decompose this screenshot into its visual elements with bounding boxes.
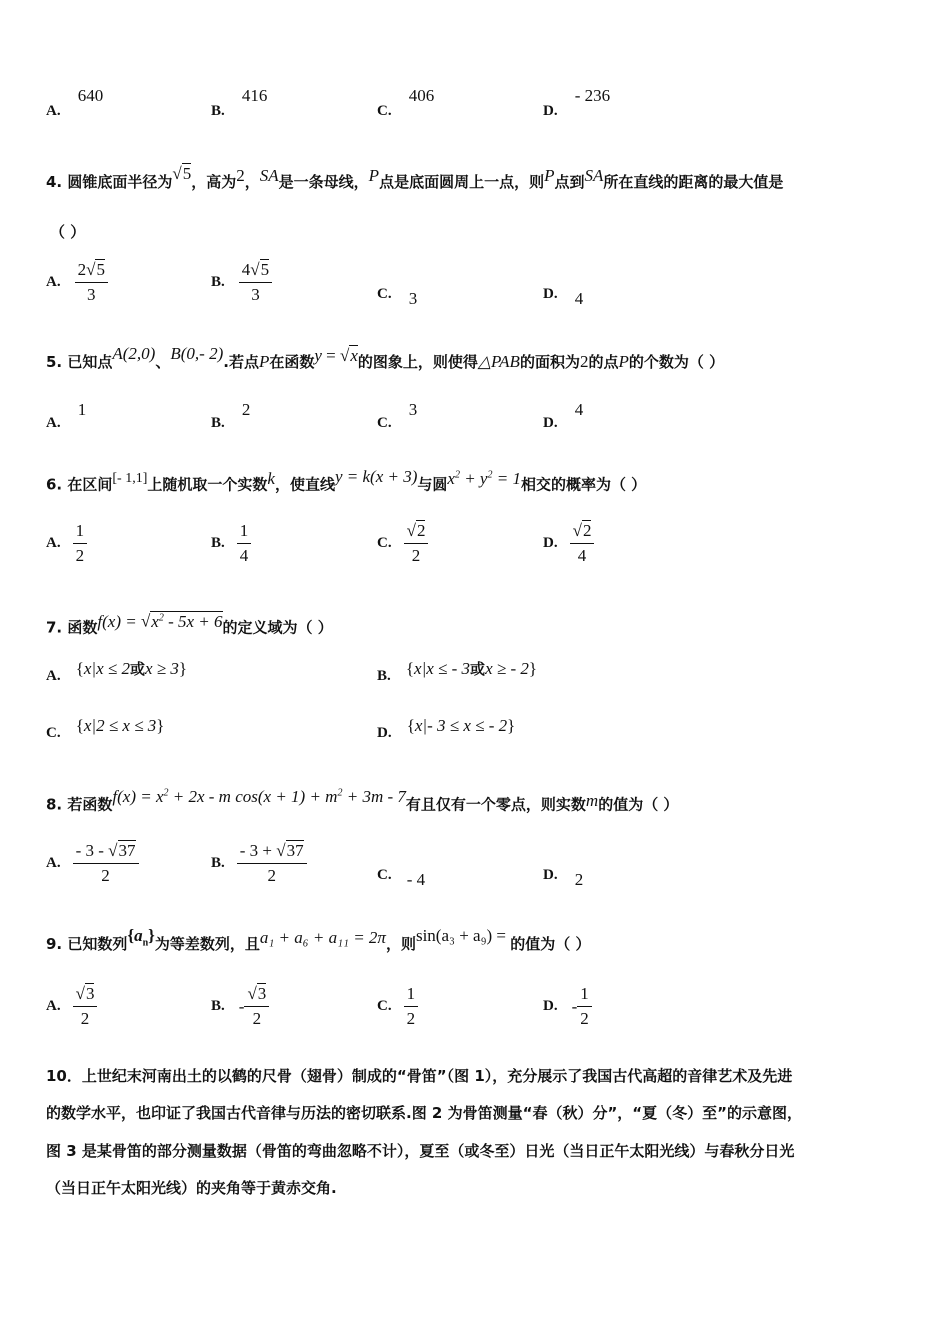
q5-option-d[interactable]: [543, 400, 584, 432]
option-value: 640: [77, 86, 104, 105]
math: 2: [487, 469, 493, 480]
coef: 4: [241, 260, 251, 279]
question-10-line-4: （当日正午太阳光线）的夹角等于黄赤交角.: [46, 1179, 337, 1197]
q6-option-c[interactable]: [377, 521, 428, 566]
stem-text: 点是底面圆周上一点，则: [379, 173, 545, 191]
math: P: [258, 352, 270, 371]
math-sqrt: √x: [340, 346, 358, 365]
q4-option-b[interactable]: [211, 260, 272, 305]
fraction: $\frac{√2}{2}$: [404, 521, 429, 566]
option-label: A.: [46, 535, 61, 551]
stem-text: 若函数: [67, 795, 113, 814]
question-10-line-1: 10．上世纪末河南出土的以鹤的尺骨（翅骨）制成的“骨笛”（图 1），充分展示了我国古代高超的音律艺术及先进: [46, 1067, 793, 1085]
radicand: 5: [96, 260, 105, 279]
set-expression: {x|x ≤ - 3或x ≥ - 2}: [405, 659, 538, 678]
fraction: $\frac{4√5}{3}$: [239, 260, 272, 305]
q4-option-c[interactable]: [377, 283, 418, 308]
stem-text: 、: [155, 353, 171, 371]
denominator: 2: [406, 1009, 416, 1028]
fraction: [73, 521, 88, 566]
question-10-line-2: 的数学水平，也印证了我国古代音律与历法的密切联系.图 2 为骨笛测量“春（秋）分”，“夏（冬）至”的示意图，: [46, 1104, 803, 1122]
math: m: [585, 790, 599, 810]
question-number: 7.: [46, 618, 63, 637]
math: x|x ≤ - 3: [414, 659, 471, 678]
q5-option-a[interactable]: [46, 400, 87, 432]
denominator: 2: [580, 1009, 589, 1028]
stem-text: 的图象上，则使得: [357, 353, 478, 371]
option-label: A.: [46, 998, 61, 1014]
math: sin(a₃ + a₉) =: [415, 926, 511, 945]
option-value: - 236: [574, 86, 611, 105]
option-label: B.: [377, 668, 391, 684]
question-4-paren: （ ）: [50, 223, 86, 241]
radicand: 5: [260, 260, 270, 279]
option-label: C.: [377, 867, 392, 883]
math: x|- 3 ≤ x ≤ - 2: [414, 716, 508, 735]
fraction: $\frac{- 3 + √37}{2}$: [237, 841, 307, 886]
fraction: $\frac{√3}{2}$: [244, 984, 269, 1029]
question-number: 8.: [46, 795, 63, 814]
stem-text: 函数: [67, 618, 98, 637]
math-sqrt: √5: [172, 164, 192, 183]
question-9-stem: [46, 926, 591, 961]
stem-text: 相交的概率为（ ）: [520, 475, 647, 494]
fraction: [237, 521, 252, 566]
set-expression: {x|x ≤ 2或x ≥ 3}: [75, 659, 188, 678]
stem-text: 是一条母线，: [278, 173, 369, 191]
denominator: 4: [577, 546, 587, 565]
option-value: 2: [574, 870, 584, 889]
stem-text: .若点: [223, 353, 259, 371]
stem-text: 的值为（ ）: [598, 795, 679, 814]
stem-text: 的点: [588, 353, 619, 371]
denominator: 2: [252, 1009, 262, 1028]
option-label: A.: [46, 415, 61, 431]
option-label: A.: [46, 103, 61, 119]
denominator: 2: [75, 546, 85, 565]
math: n: [142, 937, 149, 949]
question-7-stem: [46, 611, 333, 638]
question-number: 6.: [46, 475, 63, 494]
question-number: 9.: [46, 935, 63, 953]
numerator: 1: [237, 521, 252, 544]
question-number: 4.: [46, 173, 63, 191]
stem-text: 上随机取一个实数: [147, 475, 268, 494]
stem-text: 在区间: [67, 475, 113, 494]
math: SA: [584, 166, 604, 185]
math: 2: [163, 787, 169, 798]
sign: -: [571, 996, 578, 1016]
math: + y: [459, 468, 488, 488]
q9-option-b[interactable]: [211, 984, 269, 1029]
stem-text: 在函数: [269, 353, 315, 371]
numerator: 1: [577, 984, 592, 1007]
q5-option-b[interactable]: [211, 400, 251, 432]
option-value: 406: [408, 86, 435, 105]
math: a₁ + a₆ + a₁₁ = 2π: [259, 928, 386, 947]
question-10-line-3: 图 3 是某骨笛的部分测量数据（骨笛的弯曲忽略不计），夏至（或冬至）日光（当日正午太阳光线）与春秋分日光: [46, 1142, 795, 1160]
question-5-stem: [46, 344, 725, 372]
math: =: [321, 346, 340, 365]
math-sqrt: $√x^2 - 5x + 6$: [140, 611, 223, 631]
set-expression: {x|2 ≤ x ≤ 3}: [75, 716, 165, 735]
math: x|x ≤ 2: [83, 659, 130, 678]
denominator: 2: [267, 866, 276, 885]
fraction: $\frac{√3}{2}$: [73, 984, 98, 1029]
radicand: 5: [182, 164, 192, 183]
radicand: x: [350, 346, 358, 365]
option-label: B.: [211, 415, 225, 431]
option-label: D.: [543, 867, 558, 883]
option-label: B.: [211, 535, 225, 551]
numerator: 1: [404, 984, 419, 1007]
math: f(x) = x: [112, 786, 164, 806]
q6-option-a[interactable]: [46, 521, 87, 566]
stem-text: 的个数为（ ）: [628, 353, 725, 371]
option-label: B.: [211, 998, 225, 1014]
option-value: - 4: [406, 870, 426, 889]
option-label: B.: [211, 855, 225, 871]
stem-text: 圆锥底面半径为: [67, 173, 173, 191]
numerator: 1: [73, 521, 88, 544]
radicand: 37: [118, 841, 136, 860]
fraction: [577, 984, 592, 1029]
fraction: $\frac{2√5}{3}$: [75, 260, 108, 305]
or-text: 或: [470, 662, 486, 678]
q8-option-d[interactable]: [543, 864, 584, 889]
stem-text: 已知点: [67, 353, 113, 371]
q9-option-d[interactable]: [543, 984, 592, 1029]
fraction: $\frac{- 3 - √37}{2}$: [73, 841, 139, 886]
math: 2: [337, 787, 343, 798]
math: - 5x + 6: [163, 611, 223, 631]
math: [- 1,1]: [112, 470, 148, 486]
math: y: [314, 346, 322, 365]
option-value: 3: [408, 289, 418, 308]
q3-option-d[interactable]: [543, 86, 611, 120]
denominator: 3: [251, 285, 260, 304]
option-value: 4: [574, 289, 584, 308]
q8-option-a[interactable]: [46, 841, 139, 886]
sign: -: [238, 996, 245, 1016]
stem-text: 的面积为: [519, 353, 580, 371]
option-label: D.: [543, 535, 558, 551]
option-label: C.: [377, 286, 392, 302]
set-expression: {x|- 3 ≤ x ≤ - 2}: [406, 716, 516, 735]
math: A(2,0): [112, 344, 156, 363]
stem-text: ，使直线: [274, 475, 335, 494]
question-4-stem: [46, 164, 784, 192]
stem-text: 有且仅有一个零点，则实数: [405, 795, 586, 814]
math: x ≥ - 2: [485, 659, 529, 678]
option-label: D.: [543, 103, 558, 119]
radicand: 2: [416, 521, 426, 540]
q5-option-c[interactable]: [377, 400, 418, 432]
numerator: - 3 -: [75, 841, 109, 860]
option-value: 3: [408, 400, 418, 419]
q9-option-c[interactable]: [377, 984, 418, 1029]
option-label: B.: [211, 103, 225, 119]
stem-text: ，: [244, 173, 260, 191]
radicand: 3: [85, 984, 95, 1003]
stem-text: 的定义域为（ ）: [222, 618, 333, 637]
option-label: A.: [46, 855, 61, 871]
q8-option-c[interactable]: [377, 864, 426, 889]
question-6-stem: [46, 466, 647, 497]
q7-option-a[interactable]: [46, 659, 188, 685]
math: + 2x - m cos(x + 1) + m: [168, 786, 338, 806]
math: k: [267, 468, 275, 488]
math-sequence: $\{a_n\}$: [127, 926, 155, 949]
q3-option-c[interactable]: [377, 86, 435, 120]
q7-option-c[interactable]: [46, 716, 165, 742]
q3-option-a[interactable]: [46, 86, 104, 120]
option-value: 416: [241, 86, 268, 105]
q8-option-b[interactable]: [211, 841, 307, 886]
question-8-stem: [46, 786, 679, 815]
math: 2: [158, 612, 164, 623]
math: B(0,- 2): [170, 344, 224, 363]
option-value: 4: [574, 400, 584, 419]
option-label: D.: [543, 415, 558, 431]
math: = 1: [492, 468, 521, 488]
fraction: [404, 984, 419, 1029]
math: x|2 ≤ x ≤ 3: [83, 716, 157, 735]
math: + 3m - 7: [342, 786, 406, 806]
stem-text: 点到: [554, 173, 585, 191]
radicand: 37: [286, 841, 304, 860]
q9-option-a[interactable]: [46, 984, 97, 1029]
math: a: [134, 926, 143, 945]
stem-text: ，高为: [191, 173, 237, 191]
option-label: D.: [543, 286, 558, 302]
stem-text: 与圆: [417, 475, 448, 494]
option-label: D.: [543, 998, 558, 1014]
stem-text: 所在直线的距离的最大值是: [603, 173, 784, 191]
option-label: C.: [377, 415, 392, 431]
or-text: 或: [129, 662, 145, 678]
stem-text: 已知数列: [67, 935, 128, 953]
math: x: [151, 611, 159, 631]
math: △PAB: [477, 352, 520, 371]
option-label: A.: [46, 274, 61, 290]
option-value: 1: [77, 400, 87, 419]
math: P: [618, 352, 629, 371]
q7-option-b[interactable]: [377, 659, 538, 685]
option-label: A.: [46, 668, 61, 684]
math: f(x) =: [97, 611, 141, 631]
q6-option-d[interactable]: [543, 521, 594, 566]
fraction: $\frac{√2}{4}$: [570, 521, 595, 566]
math: x ≥ 3: [144, 659, 179, 678]
math-function: [112, 787, 406, 806]
radicand: 3: [257, 984, 267, 1003]
option-value: 2: [241, 400, 251, 419]
math: x: [447, 468, 455, 488]
option-label: C.: [46, 725, 61, 741]
coef: 2: [77, 260, 87, 279]
denominator: 4: [239, 546, 249, 565]
q4-option-a[interactable]: [46, 260, 108, 305]
stem-text: 为等差数列，且: [154, 935, 260, 953]
stem-text: 的值为（ ）: [510, 935, 591, 953]
q4-option-d[interactable]: [543, 283, 584, 308]
math: P: [368, 166, 380, 185]
math: y = k(x + 3): [334, 466, 418, 486]
option-label: B.: [211, 274, 225, 290]
option-label: C.: [377, 535, 392, 551]
option-label: D.: [377, 725, 392, 741]
denominator: 2: [101, 866, 110, 885]
math: 2: [454, 469, 460, 480]
math: SA: [259, 166, 279, 185]
math: 2: [236, 166, 245, 185]
q7-option-d[interactable]: [377, 716, 516, 742]
math: P: [544, 166, 555, 185]
q6-option-b[interactable]: [211, 521, 251, 566]
denominator: 3: [87, 285, 96, 304]
question-number: 5.: [46, 353, 63, 371]
numerator: - 3 +: [239, 841, 277, 860]
option-label: C.: [377, 103, 392, 119]
q3-option-b[interactable]: [211, 86, 268, 120]
option-label: C.: [377, 998, 392, 1014]
denominator: 2: [411, 546, 421, 565]
math: 2: [579, 352, 589, 371]
math-circle: [447, 469, 521, 488]
stem-text: ，则: [385, 935, 416, 953]
radicand: 2: [582, 521, 592, 540]
denominator: 2: [80, 1009, 90, 1028]
